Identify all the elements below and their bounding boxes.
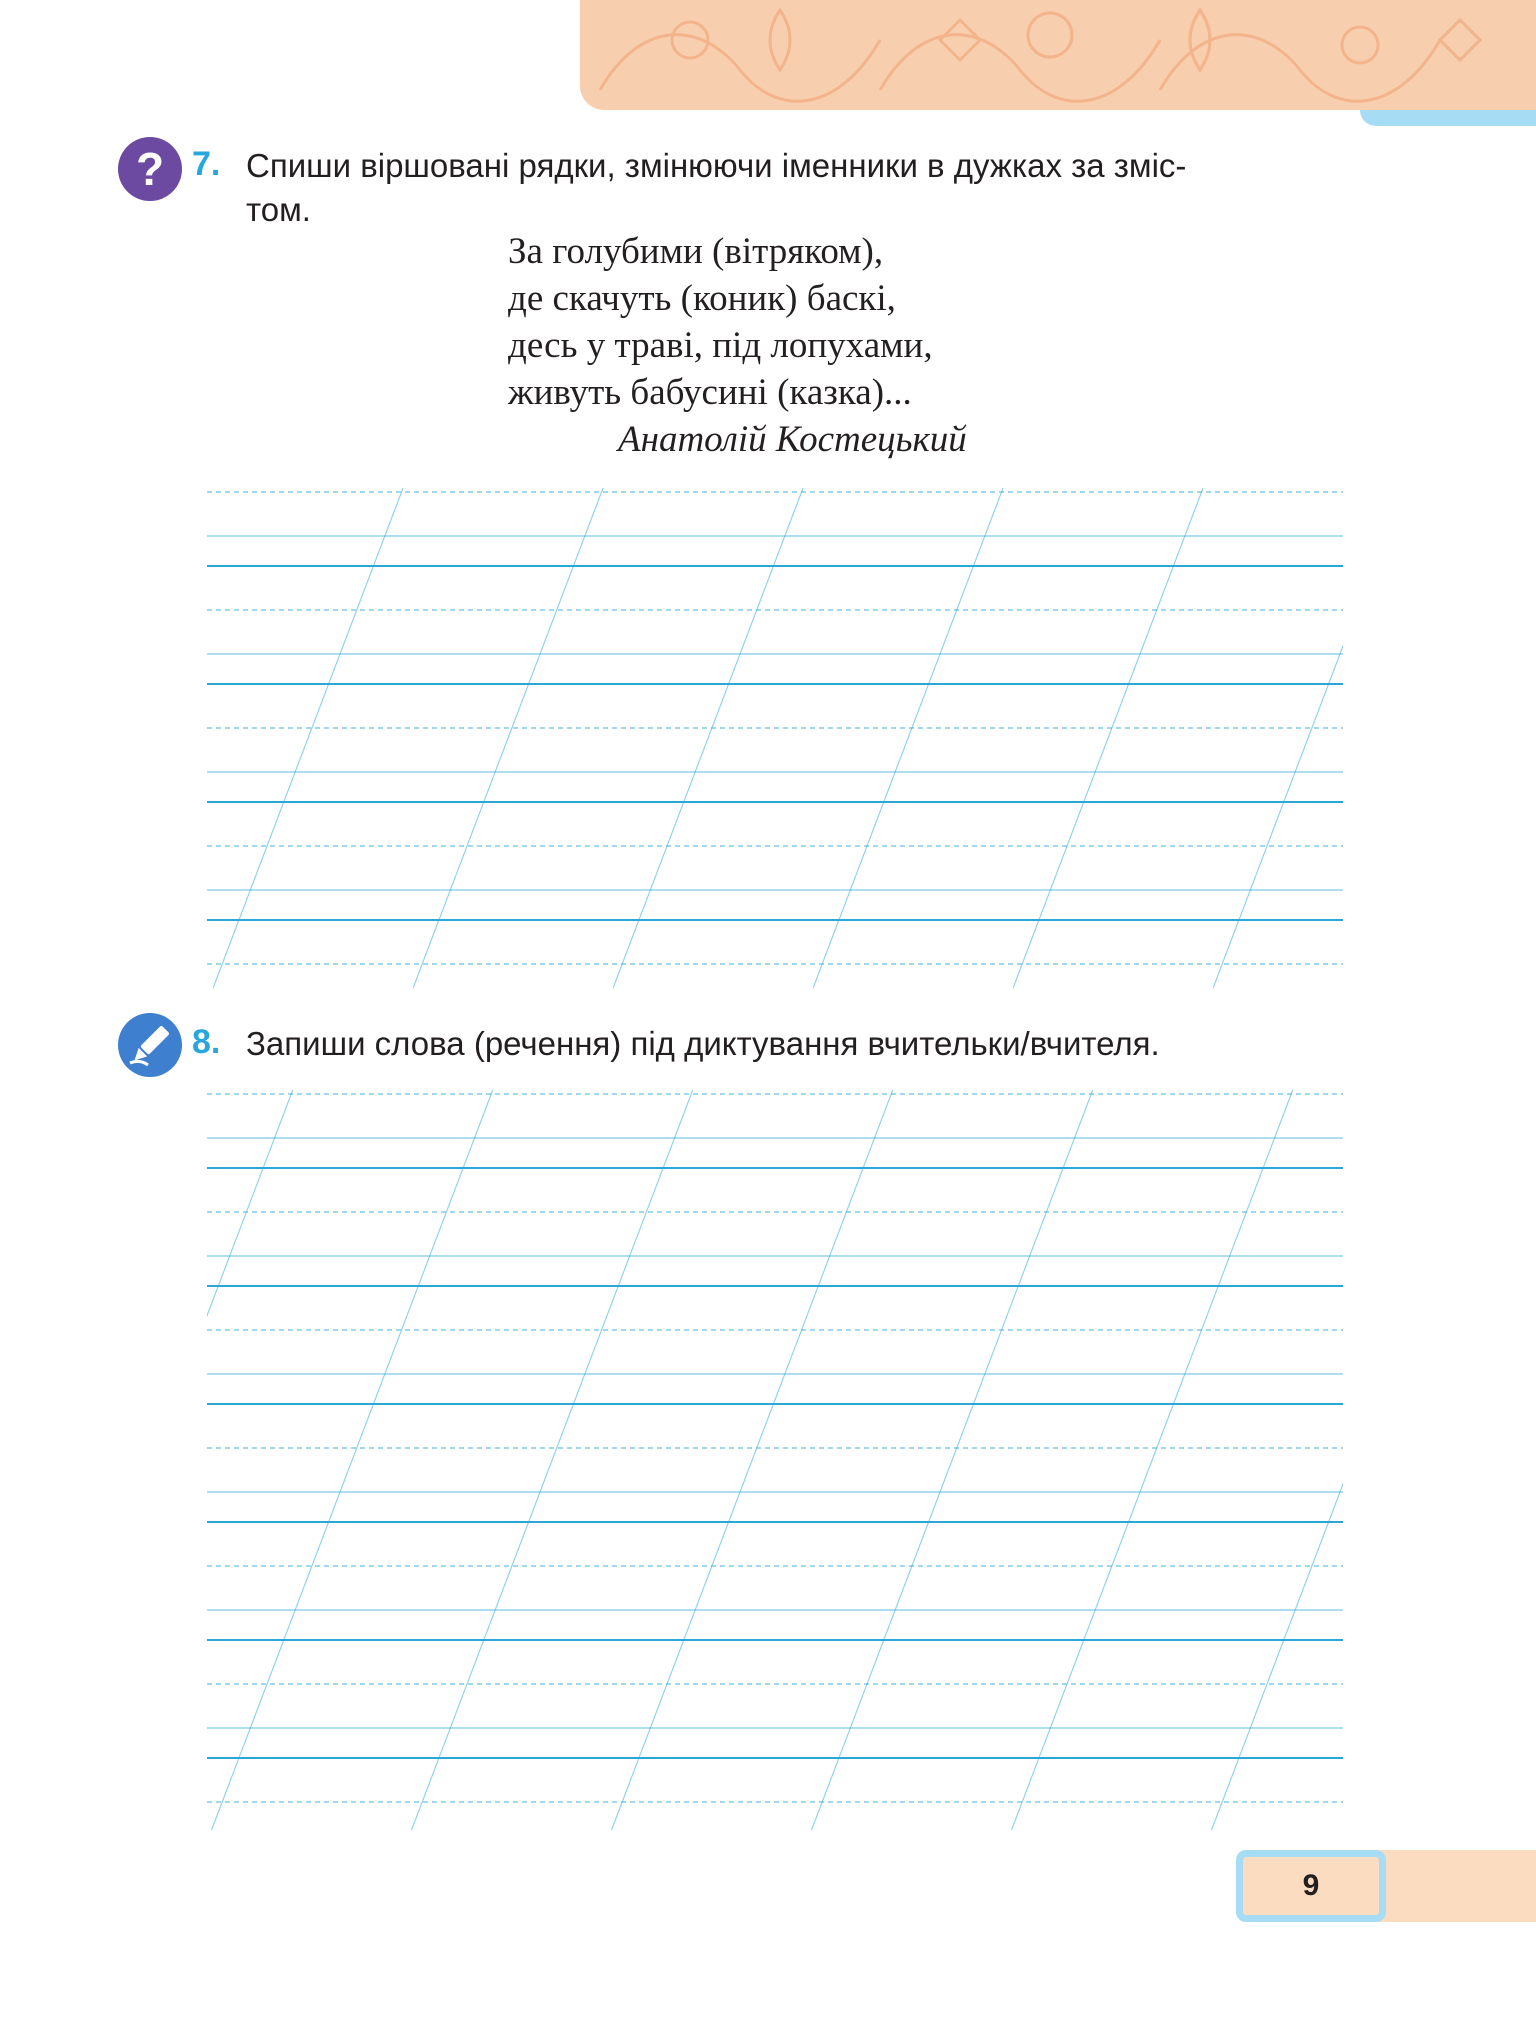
task-8-instruction: Запиши слова (речення) під диктування вчительки/вчителя. bbox=[246, 1025, 1160, 1062]
page-number: 9 bbox=[1236, 1850, 1386, 1922]
slant-line bbox=[1207, 488, 1343, 988]
svg-text:?: ? bbox=[135, 143, 165, 195]
task-7-instruction bbox=[246, 144, 1186, 232]
poem-line-4: живуть бабусині (казка)... bbox=[508, 372, 912, 413]
poem-excerpt bbox=[508, 228, 967, 463]
slant-line bbox=[407, 1090, 693, 1830]
slant-line bbox=[607, 1090, 893, 1830]
slant-line bbox=[1007, 1090, 1293, 1830]
task-7-writing-area[interactable] bbox=[207, 488, 1343, 988]
slant-line bbox=[407, 488, 603, 988]
slant-line bbox=[1207, 1090, 1343, 1830]
slant-line bbox=[207, 488, 403, 988]
header-accent-strip bbox=[1360, 110, 1536, 126]
slant-line bbox=[1007, 488, 1203, 988]
header-ornament bbox=[580, 0, 1536, 110]
ornament-pattern bbox=[580, 0, 1536, 110]
pencil-icon bbox=[118, 1013, 182, 1077]
poem-author: Анатолій Костецький bbox=[618, 419, 967, 460]
slant-line bbox=[807, 488, 1003, 988]
slant-line bbox=[807, 1090, 1093, 1830]
poem-line-1: За голубими (вітряком), bbox=[508, 231, 884, 272]
task-7-instruction-line1: Спиши віршовані рядки, змінюючи іменники в дужках за зміс- bbox=[246, 147, 1187, 184]
poem-line-2: де скачуть (коник) баскі, bbox=[508, 278, 896, 319]
task-8-writing-area[interactable] bbox=[207, 1090, 1343, 1830]
task-7-number: 7. bbox=[192, 145, 221, 183]
task-8-number: 8. bbox=[192, 1023, 221, 1061]
slant-line bbox=[607, 488, 803, 988]
task-7-instruction-line2: том. bbox=[246, 191, 311, 228]
slant-line bbox=[207, 1090, 493, 1830]
poem-line-3: десь у траві, під лопухами, bbox=[508, 325, 933, 366]
slant-line bbox=[207, 1090, 293, 1830]
question-icon bbox=[118, 137, 182, 201]
